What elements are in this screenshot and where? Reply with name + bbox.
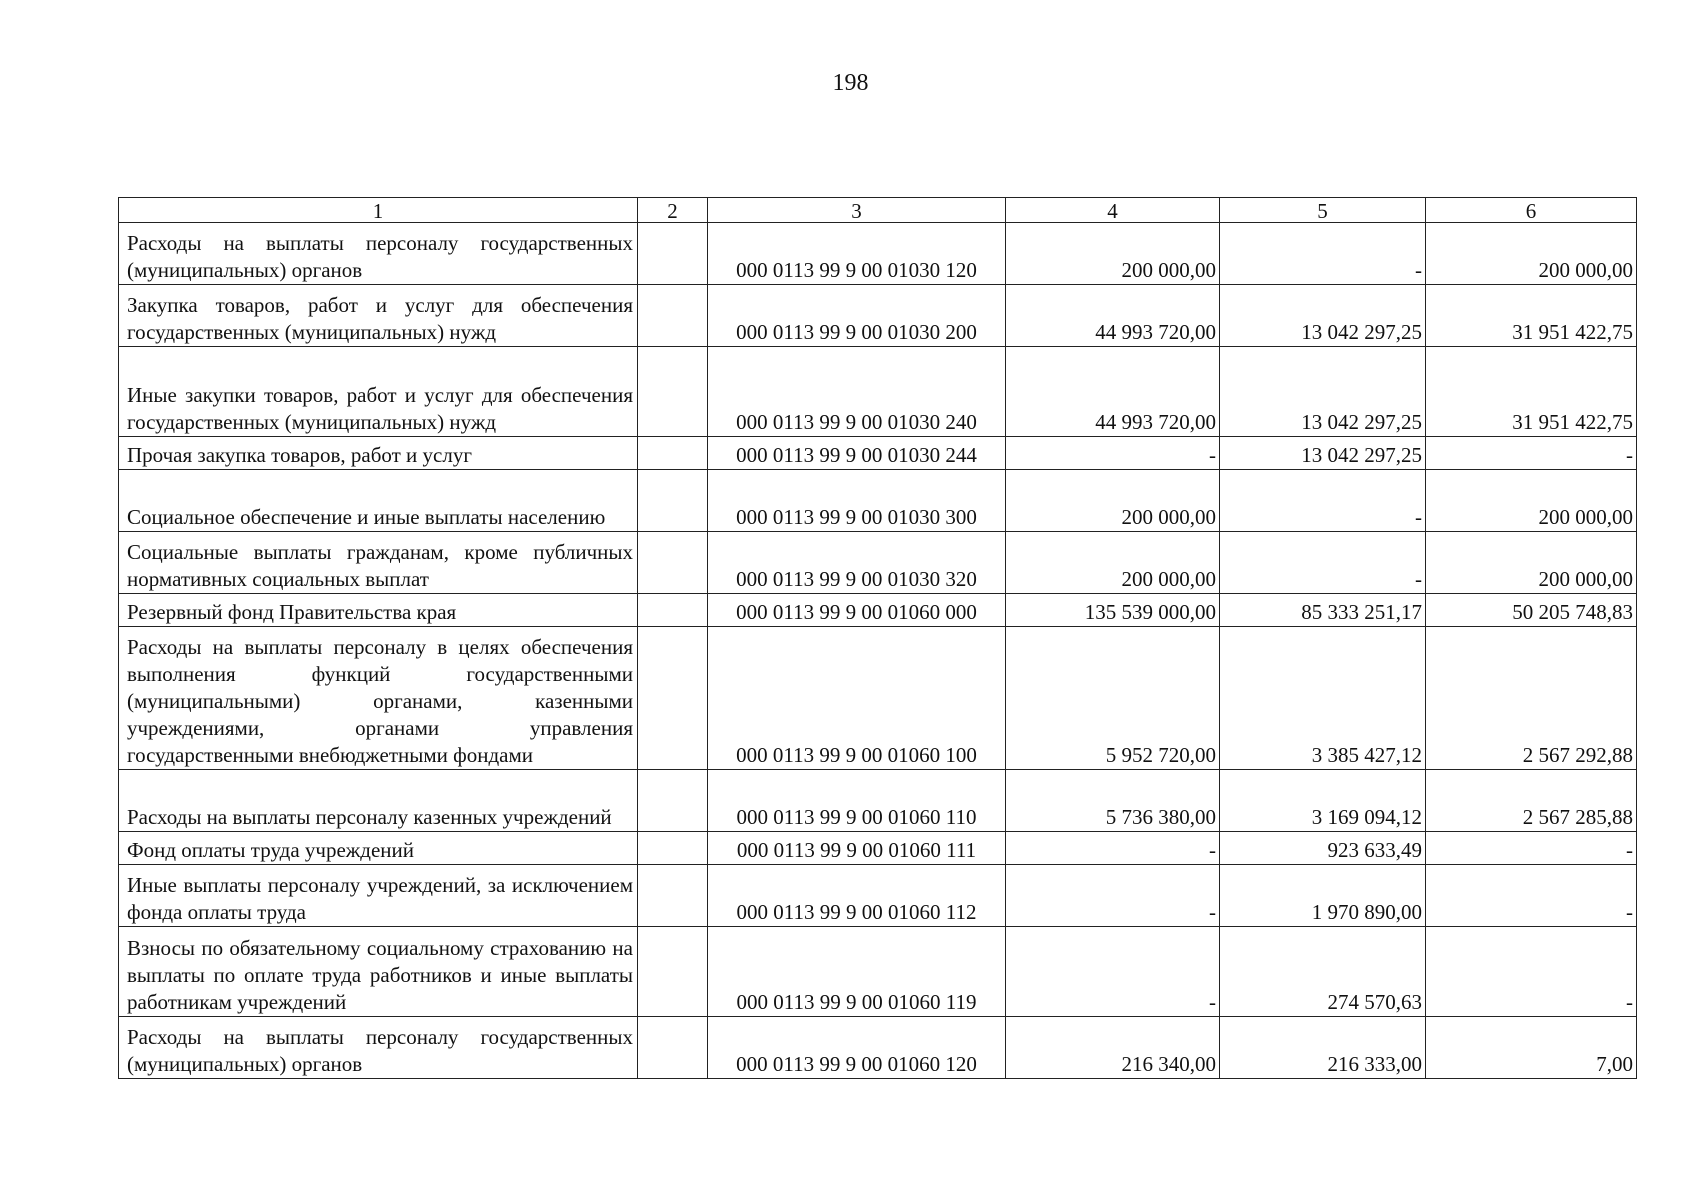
row-col2 bbox=[638, 594, 708, 627]
budget-table-container bbox=[118, 197, 1636, 1079]
table-row bbox=[119, 437, 1637, 470]
header-row bbox=[119, 198, 1637, 223]
row-col2 bbox=[638, 223, 708, 285]
row-value-5: 3 385 427,12 bbox=[1220, 627, 1426, 770]
header-col-6: 6 bbox=[1426, 198, 1637, 223]
row-col2 bbox=[638, 927, 708, 1017]
row-value-5: 85 333 251,17 bbox=[1220, 594, 1426, 627]
row-col2 bbox=[638, 532, 708, 594]
table-row bbox=[119, 770, 1637, 832]
row-col2 bbox=[638, 1017, 708, 1079]
table-row bbox=[119, 832, 1637, 865]
row-col2 bbox=[638, 437, 708, 470]
row-value-4: 200 000,00 bbox=[1006, 470, 1220, 532]
table-row bbox=[119, 470, 1637, 532]
row-name: Закупка товаров, работ и услуг для обеспечения государственных (муниципальных) нужд bbox=[119, 285, 638, 347]
row-code: 000 0113 99 9 00 01030 300 bbox=[708, 470, 1006, 532]
row-value-6: 200 000,00 bbox=[1426, 223, 1637, 285]
row-code: 000 0113 99 9 00 01060 111 bbox=[708, 832, 1006, 865]
row-value-4: 135 539 000,00 bbox=[1006, 594, 1220, 627]
header-col-4: 4 bbox=[1006, 198, 1220, 223]
row-value-6: 31 951 422,75 bbox=[1426, 347, 1637, 437]
row-code: 000 0113 99 9 00 01030 240 bbox=[708, 347, 1006, 437]
row-value-4: 5 952 720,00 bbox=[1006, 627, 1220, 770]
row-value-6: 2 567 285,88 bbox=[1426, 770, 1637, 832]
row-value-6: - bbox=[1426, 437, 1637, 470]
row-code: 000 0113 99 9 00 01030 320 bbox=[708, 532, 1006, 594]
budget-table bbox=[118, 197, 1637, 1079]
row-name: Расходы на выплаты персоналу государственных (муниципальных) органов bbox=[119, 1017, 638, 1079]
table-row bbox=[119, 627, 1637, 770]
row-value-6: - bbox=[1426, 832, 1637, 865]
row-col2 bbox=[638, 470, 708, 532]
row-col2 bbox=[638, 347, 708, 437]
table-row bbox=[119, 865, 1637, 927]
row-value-5: 13 042 297,25 bbox=[1220, 285, 1426, 347]
row-name: Иные закупки товаров, работ и услуг для обеспечения государственных (муниципальных) нужд bbox=[119, 347, 638, 437]
row-code: 000 0113 99 9 00 01030 200 bbox=[708, 285, 1006, 347]
row-value-6: 7,00 bbox=[1426, 1017, 1637, 1079]
row-name: Расходы на выплаты персоналу в целях обеспечения выполнения функций государственными (муниципальными) органами, казенными учреждениями, органами управления государственными внебюджетными фондами bbox=[119, 627, 638, 770]
page-number: 198 bbox=[832, 70, 869, 96]
row-value-5: 13 042 297,25 bbox=[1220, 347, 1426, 437]
row-value-5: 216 333,00 bbox=[1220, 1017, 1426, 1079]
row-code: 000 0113 99 9 00 01060 112 bbox=[708, 865, 1006, 927]
row-name: Взносы по обязательному социальному страхованию на выплаты по оплате труда работников и иные выплаты работникам учреждений bbox=[119, 927, 638, 1017]
row-code: 000 0113 99 9 00 01030 244 bbox=[708, 437, 1006, 470]
row-name: Социальные выплаты гражданам, кроме публичных нормативных социальных выплат bbox=[119, 532, 638, 594]
row-col2 bbox=[638, 627, 708, 770]
row-name: Иные выплаты персоналу учреждений, за исключением фонда оплаты труда bbox=[119, 865, 638, 927]
header-col-5: 5 bbox=[1220, 198, 1426, 223]
table-row bbox=[119, 532, 1637, 594]
row-value-4: - bbox=[1006, 832, 1220, 865]
row-value-6: - bbox=[1426, 927, 1637, 1017]
row-value-6: 50 205 748,83 bbox=[1426, 594, 1637, 627]
row-name: Фонд оплаты труда учреждений bbox=[119, 832, 638, 865]
row-col2 bbox=[638, 832, 708, 865]
table-row bbox=[119, 1017, 1637, 1079]
row-value-5: 13 042 297,25 bbox=[1220, 437, 1426, 470]
row-code: 000 0113 99 9 00 01060 100 bbox=[708, 627, 1006, 770]
row-code: 000 0113 99 9 00 01030 120 bbox=[708, 223, 1006, 285]
row-value-4: 5 736 380,00 bbox=[1006, 770, 1220, 832]
row-code: 000 0113 99 9 00 01060 119 bbox=[708, 927, 1006, 1017]
row-value-5: - bbox=[1220, 223, 1426, 285]
row-name: Расходы на выплаты персоналу государственных (муниципальных) органов bbox=[119, 223, 638, 285]
row-value-5: - bbox=[1220, 532, 1426, 594]
table-row bbox=[119, 594, 1637, 627]
row-value-4: - bbox=[1006, 865, 1220, 927]
table-row bbox=[119, 347, 1637, 437]
row-value-4: 200 000,00 bbox=[1006, 532, 1220, 594]
row-code: 000 0113 99 9 00 01060 000 bbox=[708, 594, 1006, 627]
table-row bbox=[119, 927, 1637, 1017]
row-value-4: 44 993 720,00 bbox=[1006, 347, 1220, 437]
row-code: 000 0113 99 9 00 01060 120 bbox=[708, 1017, 1006, 1079]
row-col2 bbox=[638, 285, 708, 347]
row-value-5: 923 633,49 bbox=[1220, 832, 1426, 865]
row-value-6: 31 951 422,75 bbox=[1426, 285, 1637, 347]
header-col-2: 2 bbox=[638, 198, 708, 223]
row-value-4: 216 340,00 bbox=[1006, 1017, 1220, 1079]
row-value-4: - bbox=[1006, 927, 1220, 1017]
row-value-5: 274 570,63 bbox=[1220, 927, 1426, 1017]
row-value-4: 200 000,00 bbox=[1006, 223, 1220, 285]
header-col-1: 1 bbox=[119, 198, 638, 223]
row-code: 000 0113 99 9 00 01060 110 bbox=[708, 770, 1006, 832]
row-name: Прочая закупка товаров, работ и услуг bbox=[119, 437, 638, 470]
row-name: Социальное обеспечение и иные выплаты населению bbox=[119, 470, 638, 532]
row-name: Расходы на выплаты персоналу казенных учреждений bbox=[119, 770, 638, 832]
header-col-3: 3 bbox=[708, 198, 1006, 223]
row-col2 bbox=[638, 865, 708, 927]
row-value-6: - bbox=[1426, 865, 1637, 927]
row-name: Резервный фонд Правительства края bbox=[119, 594, 638, 627]
table-row bbox=[119, 223, 1637, 285]
row-col2 bbox=[638, 770, 708, 832]
row-value-5: 1 970 890,00 bbox=[1220, 865, 1426, 927]
row-value-4: - bbox=[1006, 437, 1220, 470]
row-value-4: 44 993 720,00 bbox=[1006, 285, 1220, 347]
row-value-5: - bbox=[1220, 470, 1426, 532]
row-value-5: 3 169 094,12 bbox=[1220, 770, 1426, 832]
row-value-6: 2 567 292,88 bbox=[1426, 627, 1637, 770]
table-row bbox=[119, 285, 1637, 347]
row-value-6: 200 000,00 bbox=[1426, 532, 1637, 594]
row-value-6: 200 000,00 bbox=[1426, 470, 1637, 532]
